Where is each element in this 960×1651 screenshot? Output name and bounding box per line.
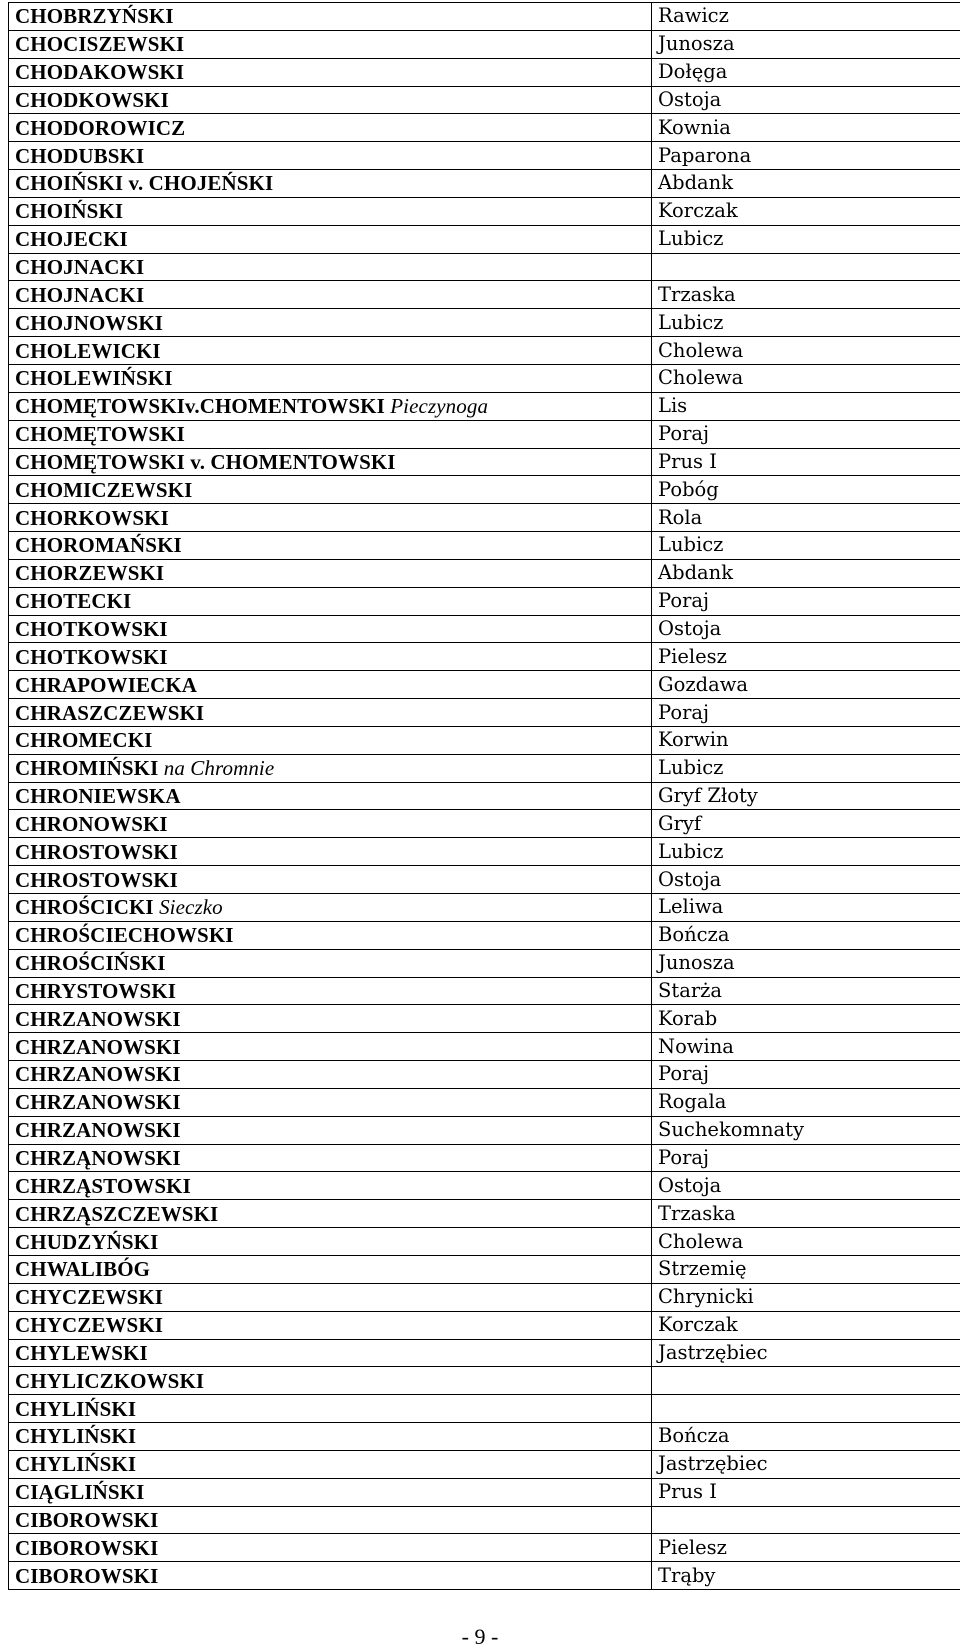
coat-of-arms-cell bbox=[652, 1506, 960, 1534]
surname: CHODOROWICZ bbox=[15, 115, 186, 140]
surname-cell bbox=[9, 392, 652, 420]
surname: CHOIŃSKI v. CHOJEŃSKI bbox=[15, 171, 274, 196]
coat-of-arms-cell: Junosza bbox=[652, 949, 960, 977]
surname: CHOLEWICKI bbox=[15, 338, 161, 363]
table-row bbox=[9, 1311, 960, 1339]
table-row bbox=[9, 3, 960, 31]
surname-cell bbox=[9, 1423, 652, 1451]
page-number: - 9 - bbox=[461, 1624, 499, 1649]
surname-cell bbox=[9, 1172, 652, 1200]
surname-cell bbox=[9, 949, 652, 977]
surname: CHRZANOWSKI bbox=[15, 1118, 181, 1143]
table-row bbox=[9, 30, 960, 58]
surname: CIBOROWSKI bbox=[15, 1535, 159, 1560]
table-row bbox=[9, 1200, 960, 1228]
surname-cell bbox=[9, 1033, 652, 1061]
table-row bbox=[9, 866, 960, 894]
coat-of-arms-cell: Trzaska bbox=[652, 1200, 960, 1228]
table-row bbox=[9, 448, 960, 476]
surname: CHYLICZKOWSKI bbox=[15, 1368, 205, 1393]
coat-of-arms-cell: Rogala bbox=[652, 1088, 960, 1116]
surname-cell bbox=[9, 1367, 652, 1395]
surname-cell bbox=[9, 114, 652, 142]
surname: CHROMECKI bbox=[15, 728, 153, 753]
coat-of-arms-cell: Prus I bbox=[652, 1478, 960, 1506]
surname-cell bbox=[9, 921, 652, 949]
coat-of-arms-cell: Rawicz bbox=[652, 3, 960, 31]
surname-cell bbox=[9, 281, 652, 309]
surname: CHRONIEWSKA bbox=[15, 784, 181, 809]
surname-cell bbox=[9, 3, 652, 31]
surname: CHOTKOWSKI bbox=[15, 644, 168, 669]
surname: CHOJNOWSKI bbox=[15, 310, 164, 335]
surname: CHOROMAŃSKI bbox=[15, 533, 182, 558]
coat-of-arms-cell: Lubicz bbox=[652, 754, 960, 782]
surname: CHRAPOWIECKA bbox=[15, 672, 198, 697]
surname: CHRZANOWSKI bbox=[15, 1062, 181, 1087]
table-row bbox=[9, 364, 960, 392]
table-row bbox=[9, 504, 960, 532]
table-row bbox=[9, 1478, 960, 1506]
surname-note: Sieczko bbox=[159, 895, 223, 920]
surname: CHOMĘTOWSKI bbox=[15, 422, 185, 447]
table-row bbox=[9, 643, 960, 671]
surname-cell bbox=[9, 866, 652, 894]
coat-of-arms-cell: Pielesz bbox=[652, 643, 960, 671]
coat-of-arms-cell: Bończa bbox=[652, 1423, 960, 1451]
table-row bbox=[9, 1088, 960, 1116]
coat-of-arms-cell: Nowina bbox=[652, 1033, 960, 1061]
coat-of-arms-cell: Poraj bbox=[652, 699, 960, 727]
coat-of-arms-cell: Lubicz bbox=[652, 838, 960, 866]
surname: CHUDZYŃSKI bbox=[15, 1229, 159, 1254]
coat-of-arms-cell bbox=[652, 1395, 960, 1423]
surname: CHYCZEWSKI bbox=[15, 1313, 164, 1338]
surname-cell bbox=[9, 782, 652, 810]
coat-of-arms-cell: Abdank bbox=[652, 170, 960, 198]
surname-cell bbox=[9, 1311, 652, 1339]
surname-cell bbox=[9, 1200, 652, 1228]
table-row bbox=[9, 225, 960, 253]
table-row bbox=[9, 1562, 960, 1590]
surname: CHODAKOWSKI bbox=[15, 60, 185, 85]
table-row bbox=[9, 782, 960, 810]
table-row bbox=[9, 142, 960, 170]
coat-of-arms-cell: Leliwa bbox=[652, 894, 960, 922]
coat-of-arms-cell: Cholewa bbox=[652, 364, 960, 392]
surname-cell bbox=[9, 587, 652, 615]
surname-cell bbox=[9, 838, 652, 866]
surname: CIBOROWSKI bbox=[15, 1563, 159, 1588]
coat-of-arms-cell: Korczak bbox=[652, 197, 960, 225]
coat-of-arms-cell: Ostoja bbox=[652, 86, 960, 114]
table-row bbox=[9, 253, 960, 281]
surname-cell bbox=[9, 253, 652, 281]
coat-of-arms-cell: Poraj bbox=[652, 1144, 960, 1172]
table-row bbox=[9, 1506, 960, 1534]
coat-of-arms-cell: Jastrzębiec bbox=[652, 1339, 960, 1367]
table-row bbox=[9, 1005, 960, 1033]
table-row bbox=[9, 1228, 960, 1256]
table-row bbox=[9, 420, 960, 448]
table-row bbox=[9, 671, 960, 699]
coat-of-arms-cell: Trzaska bbox=[652, 281, 960, 309]
surname-cell bbox=[9, 894, 652, 922]
table-row bbox=[9, 587, 960, 615]
coat-of-arms-cell: Cholewa bbox=[652, 1228, 960, 1256]
table-row bbox=[9, 699, 960, 727]
surname-cell bbox=[9, 197, 652, 225]
surname: CHODUBSKI bbox=[15, 143, 145, 168]
surname-cell bbox=[9, 30, 652, 58]
coat-of-arms-cell: Jastrzębiec bbox=[652, 1450, 960, 1478]
surname-cell bbox=[9, 559, 652, 587]
coat-of-arms-cell: Gozdawa bbox=[652, 671, 960, 699]
surname: CHROŚCICKI bbox=[15, 895, 154, 920]
table-row bbox=[9, 476, 960, 504]
surname: CHROŚCIECHOWSKI bbox=[15, 923, 234, 948]
surname: CIBOROWSKI bbox=[15, 1507, 159, 1532]
coat-of-arms-cell: Bończa bbox=[652, 921, 960, 949]
surname: CHRZĄSZCZEWSKI bbox=[15, 1201, 219, 1226]
surname-cell bbox=[9, 810, 652, 838]
surname-cell bbox=[9, 337, 652, 365]
table-row bbox=[9, 810, 960, 838]
table-row bbox=[9, 1172, 960, 1200]
surname: CHOJNACKI bbox=[15, 255, 145, 280]
surname: CHRONOWSKI bbox=[15, 811, 168, 836]
coat-of-arms-cell: Lubicz bbox=[652, 532, 960, 560]
coat-of-arms-cell: Starża bbox=[652, 977, 960, 1005]
table-row bbox=[9, 1144, 960, 1172]
coat-of-arms-cell: Trąby bbox=[652, 1562, 960, 1590]
surname: CHROSTOWSKI bbox=[15, 839, 178, 864]
table-row bbox=[9, 281, 960, 309]
surname-cell bbox=[9, 504, 652, 532]
surname: CHYLIŃSKI bbox=[15, 1452, 137, 1477]
surname: CHOJNACKI bbox=[15, 282, 145, 307]
surname: CHRZĄSTOWSKI bbox=[15, 1173, 191, 1198]
surname-cell bbox=[9, 754, 652, 782]
surname-cell bbox=[9, 420, 652, 448]
surname-cell bbox=[9, 671, 652, 699]
coat-of-arms-cell: Lubicz bbox=[652, 225, 960, 253]
surname-cell bbox=[9, 1395, 652, 1423]
table-row bbox=[9, 726, 960, 754]
surname: CHYCZEWSKI bbox=[15, 1285, 164, 1310]
table-row bbox=[9, 114, 960, 142]
table-row bbox=[9, 1534, 960, 1562]
coat-of-arms-cell: Suchekomnaty bbox=[652, 1116, 960, 1144]
surname: CHRZANOWSKI bbox=[15, 1006, 181, 1031]
surname: CHRZANOWSKI bbox=[15, 1090, 181, 1115]
surname: CHRYSTOWSKI bbox=[15, 978, 177, 1003]
surname: CHOBRZYŃSKI bbox=[15, 4, 174, 29]
surname-cell bbox=[9, 1534, 652, 1562]
coat-of-arms-cell: Gryf Złoty bbox=[652, 782, 960, 810]
surname-cell bbox=[9, 1144, 652, 1172]
surname: CHYLEWSKI bbox=[15, 1340, 148, 1365]
surname-crest-table bbox=[8, 2, 960, 1590]
table-row bbox=[9, 1395, 960, 1423]
surname-cell bbox=[9, 1061, 652, 1089]
surname-cell bbox=[9, 1339, 652, 1367]
surname-cell bbox=[9, 448, 652, 476]
coat-of-arms-cell: Kownia bbox=[652, 114, 960, 142]
surname: CHRZANOWSKI bbox=[15, 1034, 181, 1059]
table-row bbox=[9, 838, 960, 866]
surname-cell bbox=[9, 86, 652, 114]
table-row bbox=[9, 197, 960, 225]
coat-of-arms-cell bbox=[652, 253, 960, 281]
coat-of-arms-cell: Rola bbox=[652, 504, 960, 532]
surname-cell bbox=[9, 1228, 652, 1256]
table-body bbox=[9, 3, 960, 1590]
table-row bbox=[9, 1033, 960, 1061]
table-row bbox=[9, 86, 960, 114]
coat-of-arms-cell: Poraj bbox=[652, 587, 960, 615]
table-row bbox=[9, 894, 960, 922]
table-row bbox=[9, 615, 960, 643]
surname-cell bbox=[9, 364, 652, 392]
surname-cell bbox=[9, 532, 652, 560]
surname-cell bbox=[9, 1283, 652, 1311]
surname: CHOIŃSKI bbox=[15, 199, 124, 224]
surname-cell bbox=[9, 476, 652, 504]
surname: CHORKOWSKI bbox=[15, 505, 169, 530]
surname: CHROSTOWSKI bbox=[15, 867, 178, 892]
table-row bbox=[9, 532, 960, 560]
surname: CHOCISZEWSKI bbox=[15, 32, 185, 57]
coat-of-arms-cell: Ostoja bbox=[652, 1172, 960, 1200]
surname: CHYLIŃSKI bbox=[15, 1396, 137, 1421]
surname-cell bbox=[9, 977, 652, 1005]
surname: CHODKOWSKI bbox=[15, 87, 169, 112]
surname-cell bbox=[9, 1005, 652, 1033]
table-row bbox=[9, 1423, 960, 1451]
surname-cell bbox=[9, 142, 652, 170]
coat-of-arms-cell: Poraj bbox=[652, 1061, 960, 1089]
table-row bbox=[9, 1367, 960, 1395]
coat-of-arms-cell bbox=[652, 1367, 960, 1395]
table-row bbox=[9, 309, 960, 337]
surname: CHYLIŃSKI bbox=[15, 1424, 137, 1449]
coat-of-arms-cell: Cholewa bbox=[652, 337, 960, 365]
surname-cell bbox=[9, 58, 652, 86]
coat-of-arms-cell: Korab bbox=[652, 1005, 960, 1033]
surname-cell bbox=[9, 170, 652, 198]
surname: CHORZEWSKI bbox=[15, 561, 165, 586]
surname-cell bbox=[9, 1255, 652, 1283]
surname-cell bbox=[9, 225, 652, 253]
coat-of-arms-cell: Paparona bbox=[652, 142, 960, 170]
surname-cell bbox=[9, 1450, 652, 1478]
coat-of-arms-cell: Ostoja bbox=[652, 615, 960, 643]
surname: CHOMICZEWSKI bbox=[15, 477, 193, 502]
table-row bbox=[9, 170, 960, 198]
coat-of-arms-cell: Pielesz bbox=[652, 1534, 960, 1562]
coat-of-arms-cell: Lubicz bbox=[652, 309, 960, 337]
surname-cell bbox=[9, 699, 652, 727]
surname: CHOTECKI bbox=[15, 589, 132, 614]
surname-cell bbox=[9, 615, 652, 643]
coat-of-arms-cell: Poraj bbox=[652, 420, 960, 448]
surname: CHROŚCIŃSKI bbox=[15, 951, 166, 976]
table-row bbox=[9, 1116, 960, 1144]
coat-of-arms-cell: Lis bbox=[652, 392, 960, 420]
surname: CHRZĄNOWSKI bbox=[15, 1146, 181, 1171]
coat-of-arms-cell: Dołęga bbox=[652, 58, 960, 86]
table-row bbox=[9, 559, 960, 587]
surname-cell bbox=[9, 1562, 652, 1590]
table-row bbox=[9, 1283, 960, 1311]
surname: CHRASZCZEWSKI bbox=[15, 700, 205, 725]
surname-note: na Chromnie bbox=[163, 756, 275, 781]
surname: CIĄGLIŃSKI bbox=[15, 1480, 145, 1505]
coat-of-arms-cell: Gryf bbox=[652, 810, 960, 838]
surname-note: Pieczynoga bbox=[390, 394, 489, 419]
surname: CHOTKOWSKI bbox=[15, 616, 168, 641]
table-row bbox=[9, 337, 960, 365]
coat-of-arms-cell: Korczak bbox=[652, 1311, 960, 1339]
coat-of-arms-cell: Junosza bbox=[652, 30, 960, 58]
surname-cell bbox=[9, 1478, 652, 1506]
coat-of-arms-cell: Pobóg bbox=[652, 476, 960, 504]
coat-of-arms-cell: Korwin bbox=[652, 726, 960, 754]
surname: CHOMĘTOWSKIv.CHOMENTOWSKI bbox=[15, 394, 385, 419]
surname-cell bbox=[9, 643, 652, 671]
coat-of-arms-cell: Ostoja bbox=[652, 866, 960, 894]
table-row bbox=[9, 754, 960, 782]
table-row bbox=[9, 392, 960, 420]
table-row bbox=[9, 921, 960, 949]
surname: CHOLEWIŃSKI bbox=[15, 366, 173, 391]
coat-of-arms-cell: Prus I bbox=[652, 448, 960, 476]
surname: CHOJECKI bbox=[15, 227, 128, 252]
table-row bbox=[9, 977, 960, 1005]
table-row bbox=[9, 949, 960, 977]
surname-cell bbox=[9, 726, 652, 754]
coat-of-arms-cell: Chrynicki bbox=[652, 1283, 960, 1311]
surname-cell bbox=[9, 1116, 652, 1144]
surname: CHWALIBÓG bbox=[15, 1257, 151, 1282]
table-row bbox=[9, 58, 960, 86]
surname-cell bbox=[9, 309, 652, 337]
surname: CHOMĘTOWSKI v. CHOMENTOWSKI bbox=[15, 449, 396, 474]
table-row bbox=[9, 1061, 960, 1089]
coat-of-arms-cell: Strzemię bbox=[652, 1255, 960, 1283]
surname: CHROMIŃSKI bbox=[15, 756, 159, 781]
table-row bbox=[9, 1339, 960, 1367]
surname-cell bbox=[9, 1088, 652, 1116]
table-row bbox=[9, 1450, 960, 1478]
coat-of-arms-cell: Abdank bbox=[652, 559, 960, 587]
surname-cell bbox=[9, 1506, 652, 1534]
table-row bbox=[9, 1255, 960, 1283]
